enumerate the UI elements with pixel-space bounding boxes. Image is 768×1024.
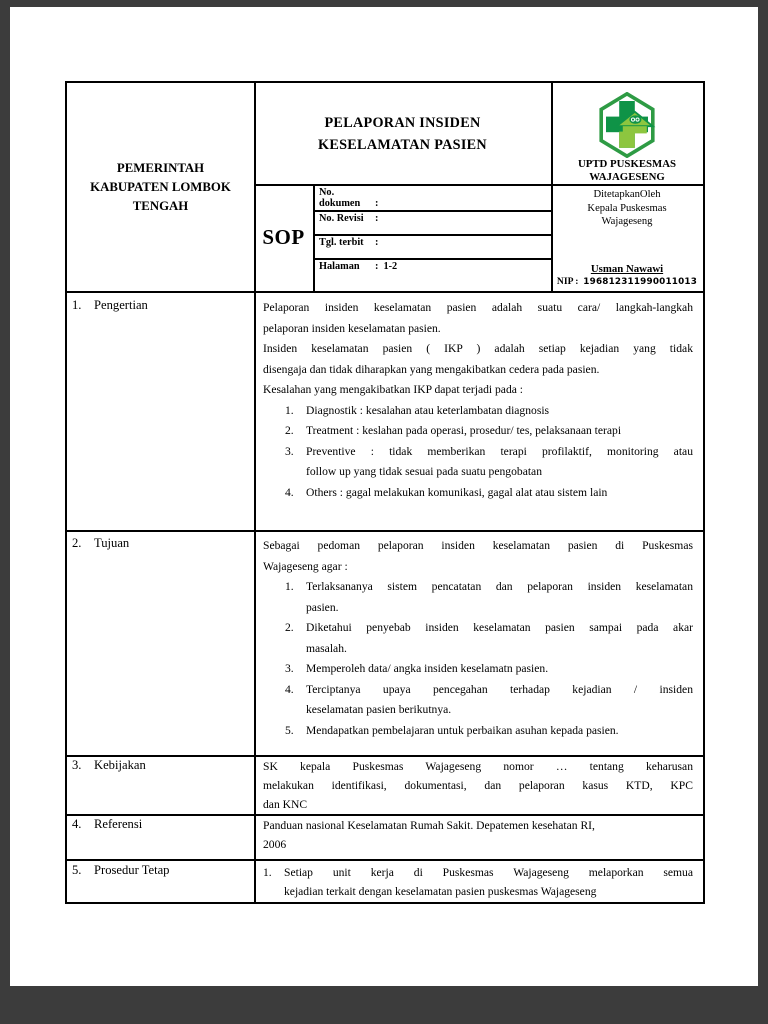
section-number: 1. (72, 298, 82, 312)
list-item (263, 618, 693, 659)
list-item-number: 4. (285, 485, 294, 499)
paragraph-line: Wajageseng agar : (263, 559, 348, 573)
paragraph-line: Kesalahan yang mengakibatkan IKP dapat terjadi pada : (263, 383, 524, 396)
title-cell (254, 83, 551, 184)
approval-cell (551, 184, 703, 291)
list-item-number: 5. (285, 723, 294, 737)
list-item (263, 659, 693, 680)
paragraph-line: dan KNC (263, 798, 308, 811)
page-title: PELAPORAN INSIDEN KESELAMATAN PASIEN (318, 114, 487, 153)
table-divider-vertical (551, 83, 553, 291)
list-item-line: Diagnostik : kesalahan atau keterlambatan diagnosis (306, 403, 550, 417)
list-item-number: 4. (285, 682, 294, 696)
field-row (313, 234, 557, 248)
section-content-pengertian (254, 291, 703, 503)
logo-cell (551, 83, 703, 185)
field-row (313, 258, 557, 272)
org-name: PEMERINTAH KABUPATEN LOMBOK TENGAH (90, 160, 231, 213)
list-item (263, 401, 693, 422)
paragraph-line: Sebagai pedoman pelaporan insiden keselamatan pasien di Puskesmas (263, 539, 693, 552)
list-item-line: Preventive : tidak memberikan terapi profilaktif, monitoring atau (306, 444, 693, 458)
list-item-line: kejadian terkait dengan keselamatan pasien puskesmas Wajageseng (284, 885, 597, 898)
section-number: 5. (72, 863, 82, 877)
paragraph-line: Insiden keselamatan pasien ( IKP ) adalah setiap kejadian yang tidak (263, 342, 693, 355)
list-item-line: Mendapatkan pembelajaran untuk perbaikan asuhan kepada pasien. (306, 723, 619, 737)
document-table (65, 81, 705, 904)
section-content-tujuan (254, 530, 703, 741)
section-number: 2. (72, 536, 82, 550)
signature-block (551, 263, 703, 288)
section-title: Prosedur Tetap (94, 863, 170, 877)
field-row (313, 210, 557, 224)
approval-line: DitetapkanOleh (593, 189, 661, 200)
table-divider-horizontal (313, 210, 551, 212)
list-item-line: Memperoleh data/ angka insiden keselamatn pasien. (306, 662, 549, 675)
list-item-number: 3. (285, 662, 294, 675)
table-divider-vertical (254, 83, 256, 902)
table-divider-horizontal (313, 258, 551, 260)
list-item (263, 721, 693, 742)
document-page (10, 7, 758, 986)
paragraph-line: Panduan nasional Keselamatan Rumah Sakit. Depatemen kesehatan RI, (263, 819, 595, 832)
table-divider-horizontal (67, 530, 703, 532)
org-cell (67, 83, 254, 291)
table-divider-horizontal (67, 291, 703, 293)
list-item (263, 863, 693, 901)
list-item-number: 1. (285, 580, 294, 593)
list-item-number: 3. (285, 444, 294, 458)
list-item-line: masalah. (306, 641, 347, 655)
table-divider-horizontal (67, 755, 703, 757)
section-title: Tujuan (94, 536, 130, 550)
field-label: No. dokumen (319, 187, 361, 209)
list-item-line: keselamatan pasien berikutnya. (306, 703, 452, 716)
section-title: Kebijakan (94, 758, 146, 772)
section-label-referensi (67, 814, 254, 832)
section-label-kebijakan (67, 755, 254, 773)
section-label-pengertian (67, 291, 254, 313)
list-item (263, 680, 693, 721)
field-separator: : (375, 237, 379, 248)
section-label-prosedur-tetap (67, 859, 254, 878)
section-content-referensi (254, 814, 703, 854)
list-item-line: Terciptanya upaya pencegahan terhadap kejadian / insiden (306, 682, 693, 696)
nip-value: 196812311990011013 (583, 277, 698, 287)
unit-name: UPTD PUSKESMAS WAJAGESENG (577, 158, 677, 183)
section-title: Referensi (94, 817, 143, 831)
list-item-number: 2. (285, 424, 294, 437)
list-item-line: pasien. (306, 600, 339, 614)
field-label: Halaman (319, 261, 360, 272)
field-row (313, 184, 557, 209)
field-separator: : (375, 261, 379, 272)
field-value: 1-2 (383, 261, 398, 272)
list-item (263, 577, 693, 618)
list-item (263, 421, 693, 442)
approval-line: Wajageseng (601, 216, 653, 227)
signer-name: Usman Nawawi (590, 263, 664, 275)
nip-label: NIP : (556, 276, 579, 287)
paragraph-line: SK kepala Puskesmas Wajageseng nomor … tentang keharusan (263, 760, 693, 773)
list-item-line: Others : gagal melakukan komunikasi, gagal alat atau sistem lain (306, 485, 608, 499)
list-item-number: 2. (285, 621, 294, 634)
doc-type-label: SOP (262, 225, 305, 249)
list-item-line: follow up yang tidak sesuai pada suatu pengobatan (306, 465, 543, 478)
section-content-kebijakan (254, 755, 703, 814)
table-divider-horizontal (67, 859, 703, 861)
list-item (263, 483, 693, 504)
section-number: 3. (72, 758, 82, 772)
list-item-number: 1. (263, 866, 272, 879)
list-item-line: Treatment : keslahan pada operasi, prosedur/ tes, pelaksanaan terapi (306, 424, 622, 437)
paragraph-line: melakukan identifikasi, dokumentasi, dan pelaporan kasus KTD, KPC (263, 779, 693, 792)
section-title: Pengertian (94, 298, 148, 312)
field-separator: : (375, 213, 379, 224)
field-label: No. Revisi (319, 213, 364, 224)
paragraph-line: pelaporan insiden keselamatan pasien. (263, 321, 441, 335)
section-content-prosedur-tetap (254, 859, 703, 901)
doc-type-cell (254, 184, 313, 291)
section-label-tujuan (67, 530, 254, 551)
field-separator: : (375, 198, 379, 209)
table-divider-horizontal (67, 814, 703, 816)
field-label: Tgl. terbit (319, 237, 364, 248)
approval-line: Kepala Puskesmas (587, 202, 667, 214)
list-item-line: Terlaksananya sistem pencatatan dan pelaporan insiden keselamatan (306, 580, 693, 593)
paragraph-line: disengaja dan tidak diharapkan yang mengakibatkan cedera pada pasien. (263, 362, 600, 376)
table-divider-horizontal (313, 234, 551, 236)
list-item (263, 442, 693, 483)
list-item-line: Setiap unit kerja di Puskesmas Wajageseng melaporkan semua (284, 866, 693, 879)
table-divider-vertical (313, 184, 315, 291)
puskesmas-logo-icon (596, 92, 658, 158)
list-item-line: Diketahui penyebab insiden keselamatan pasien sampai pada akar (306, 621, 693, 634)
paragraph-line: Pelaporan insiden keselamatan pasien adalah suatu cara/ langkah-langkah (263, 301, 693, 314)
section-number: 4. (72, 817, 82, 831)
table-divider-horizontal (254, 184, 703, 186)
list-item-number: 1. (285, 403, 294, 417)
paragraph-line: 2006 (263, 838, 287, 851)
